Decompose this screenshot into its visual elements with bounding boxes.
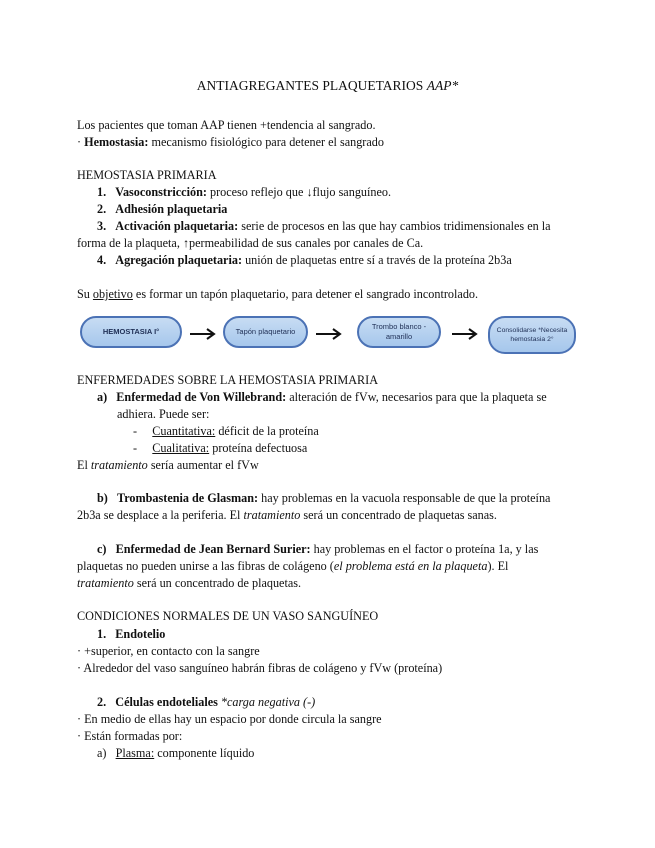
list-item: 3. Activación plaquetaria: serie de procesos en las que hay cambios tridimensionales en la: [97, 219, 551, 233]
subtype-item: - Cuantitativa: déficit de la proteína: [133, 424, 319, 438]
condition-item-celulas: 2. Células endoteliales *carga negativa (-): [97, 695, 316, 709]
bullet-line: · +superior, en contacto con la sangre: [77, 644, 260, 658]
objetivo-line: Su objetivo es formar un tapón plaquetario, para detener el sangrado incontrolado.: [77, 287, 479, 301]
bullet-line: · En medio de ellas hay un espacio por donde circula la sangre: [77, 712, 382, 726]
bullet-line: · Alrededor del vaso sanguíneo habrán fibras de colágeno y fVw (proteína): [77, 661, 443, 675]
sub-item-plasma: a) Plasma: componente líquido: [97, 746, 255, 760]
disease-item-b: b) Trombastenia de Glasman: hay problemas en la vacuola responsable de que la proteína: [97, 491, 551, 505]
list-item: 4. Agregación plaquetaria: unión de plaquetas entre sí a través de la proteína 2b3a: [97, 253, 512, 267]
arrow-right-icon: [189, 327, 217, 341]
process-flow-diagram: [78, 316, 578, 356]
disease-item-c-cont: plaquetas no pueden unirse a las fibras de colágeno (el problema está en la plaqueta). El: [77, 559, 509, 573]
flow-node-consolidarse: Consolidarse *Necesita hemostasia 2°: [488, 316, 576, 354]
disease-item-c: c) Enfermedad de Jean Bernard Surier: hay problemas en el factor o proteína 1a, y las: [97, 542, 539, 556]
list-item-continuation: forma de la plaqueta, ↑permeabilidad de sus canales por canales de Ca.: [77, 236, 424, 250]
flow-node-hemostasia: HEMOSTASIA I°: [80, 316, 182, 348]
list-item: 2. Adhesión plaquetaria: [97, 202, 228, 216]
section-heading-primaria: HEMOSTASIA PRIMARIA: [77, 168, 217, 182]
hemostasia-definition: · Hemostasia: mecanismo fisiológico para detener el sangrado: [77, 135, 384, 149]
page-title: ANTIAGREGANTES PLAQUETARIOS AAP*: [196, 78, 459, 93]
disease-item-b-cont: 2b3a se desplace a la periferia. El tratamiento será un concentrado de plaquetas sanas.: [77, 508, 497, 522]
section-heading-enfermedades: ENFERMEDADES SOBRE LA HEMOSTASIA PRIMARIA: [77, 373, 379, 387]
flow-node-tapon: Tapón plaquetario: [223, 316, 308, 348]
flow-node-trombo: Trombo blanco - amarillo: [357, 316, 441, 348]
bullet-line: · Están formadas por:: [77, 729, 183, 743]
disease-item-a: a) Enfermedad de Von Willebrand: alteración de fVw, necesarios para que la plaqueta se: [97, 390, 547, 404]
condition-item-endotelio: 1. Endotelio: [97, 627, 166, 641]
arrow-right-icon: [315, 327, 343, 341]
list-item: 1. Vasoconstricción: proceso reflejo que ↓flujo sanguíneo.: [97, 185, 392, 199]
section-heading-condiciones: CONDICIONES NORMALES DE UN VASO SANGUÍNEO: [77, 609, 379, 623]
arrow-right-icon: [451, 327, 479, 341]
disease-item-c-treatment: tratamiento será un concentrado de plaquetas.: [77, 576, 302, 590]
disease-item-a-cont: adhiera. Puede ser:: [117, 407, 210, 421]
subtype-item: - Cualitativa: proteína defectuosa: [133, 441, 308, 455]
treatment-line: El tratamiento sería aumentar el fVw: [77, 458, 259, 472]
intro-line: Los pacientes que toman AAP tienen +tendencia al sangrado.: [77, 118, 376, 132]
